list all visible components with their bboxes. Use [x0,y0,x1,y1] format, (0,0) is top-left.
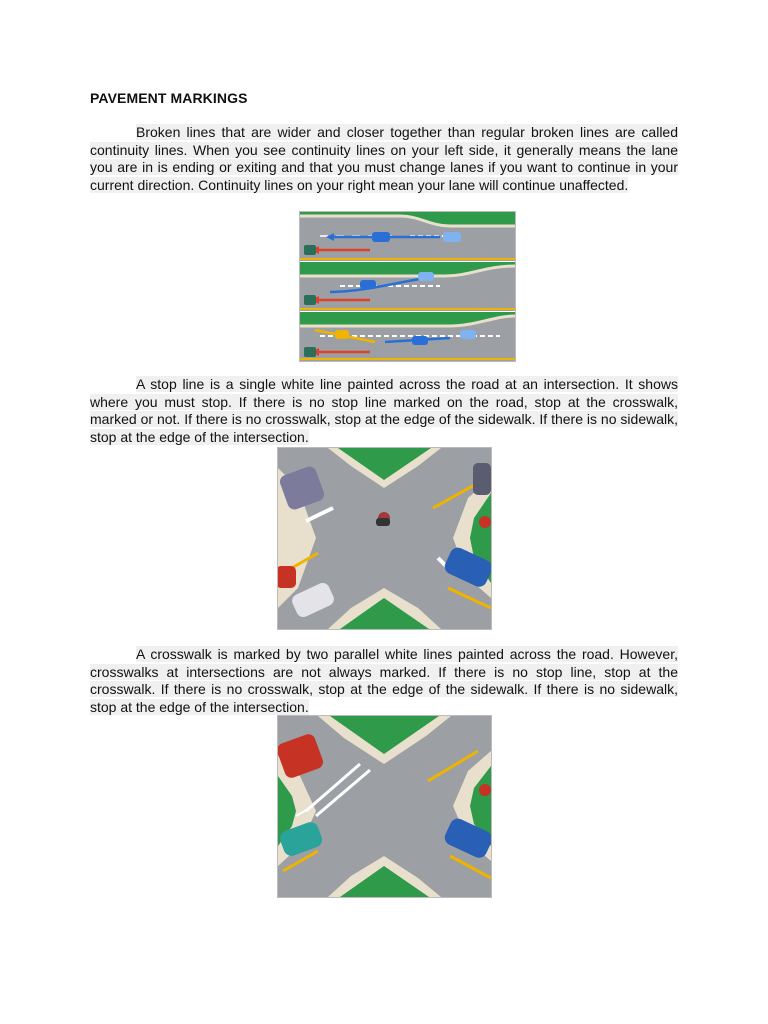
paragraph-stop-line [90,376,678,446]
crosswalk-intersection-illustration [277,715,492,898]
paragraph-text: A crosswalk is marked by two parallel white lines painted across the road. However, crosswalks at intersections are not always marked. If there is no stop line, stop at the crosswalk. If there is no crosswalk, stop at the edge of the sidewalk. If there is no sidewalk, stop at the edge of the intersection. [90,646,678,715]
continuity-lines-illustration [299,211,516,362]
paragraph-text: A stop line is a single white line painted across the road at an intersection. It shows where you must stop. If there is no stop line marked on the road, stop at the crosswalk, marked or not. If there is no crosswalk, stop at the edge of the sidewalk. If there is no sidewalk, stop at the edge of the intersection. [90,376,678,445]
paragraph-continuity-lines [90,124,678,194]
section-heading: PAVEMENT MARKINGS [90,90,248,106]
stop-line-intersection-illustration [277,447,492,630]
paragraph-crosswalk [90,646,678,716]
paragraph-text: Broken lines that are wider and closer together than regular broken lines are called continuity lines. When you see continuity lines on your left side, it generally means the lane you are in is ending or exiting and that you must change lanes if you want to continue in your current direction. Continuity lines on your right mean your lane will continue unaffected. [90,124,678,193]
